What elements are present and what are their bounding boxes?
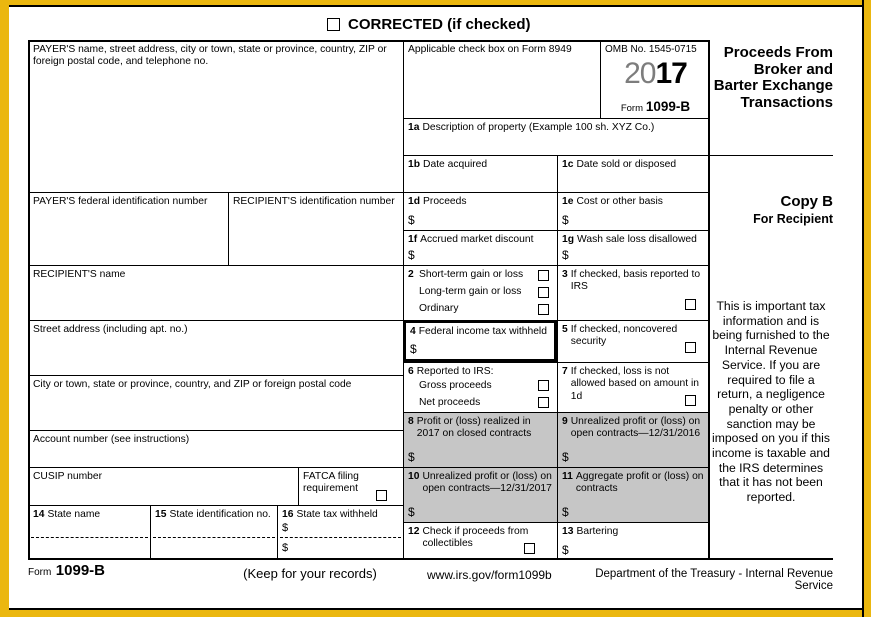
- payer-tin-label: PAYER'S federal identification number: [33, 196, 208, 207]
- footer-form-number: 1099-B: [55, 562, 105, 579]
- box10-label: Unrealized profit or (loss) on open contracts—12/31/2017: [422, 471, 552, 495]
- fatca-label: FATCA filing requirement: [303, 471, 359, 495]
- box12-collectibles: [403, 522, 557, 560]
- form8949-checkbox-box[interactable]: [403, 40, 600, 118]
- omb-number: OMB No. 1545-0715: [605, 44, 697, 55]
- rule-under-right-title: [710, 155, 833, 156]
- box10-unrealized-2017[interactable]: [403, 467, 557, 522]
- box8-profit-closed-contracts[interactable]: [403, 412, 557, 467]
- year-suffix: 17: [655, 57, 687, 90]
- box3-number: 3: [562, 269, 568, 280]
- box6-number: 6: [408, 366, 414, 377]
- cusip-number-box[interactable]: [28, 467, 298, 505]
- box9-number: 9: [562, 416, 568, 427]
- box5-noncovered-security: [557, 320, 710, 362]
- payer-info-label: PAYER'S name, street address, city or town, state or province, country, ZIP or foreign postal code, and telephone no.: [33, 44, 387, 68]
- box10-number: 10: [408, 471, 420, 482]
- net-proceeds-checkbox[interactable]: [538, 397, 549, 408]
- box2-gain-type: [403, 265, 557, 320]
- box1f-dollar: $: [408, 247, 415, 262]
- box1d-proceeds[interactable]: [403, 192, 557, 230]
- box1f-accrued-discount[interactable]: [403, 230, 557, 265]
- box1g-label: Wash sale loss disallowed: [577, 234, 697, 245]
- street-address-label: Street address (including apt. no.): [33, 324, 188, 335]
- box7-number: 7: [562, 366, 568, 377]
- street-address-box[interactable]: [28, 320, 403, 375]
- box14-entry-divider: [31, 537, 148, 538]
- recipient-name-box[interactable]: [28, 265, 403, 320]
- frame-left: [0, 0, 9, 617]
- box1c-number: 1c: [562, 159, 574, 170]
- footer-keep-note: (Keep for your records): [243, 566, 377, 581]
- box1a-label: Description of property (Example 100 sh. XYZ Co.): [422, 122, 655, 133]
- box13-bartering[interactable]: [557, 522, 710, 560]
- box1f-number: 1f: [408, 234, 418, 245]
- box11-number: 11: [562, 471, 573, 482]
- form-title-line-3: Barter Exchange: [713, 77, 833, 94]
- recipient-tin-label: RECIPIENT'S identification number: [233, 196, 395, 207]
- form-word: Form: [620, 102, 643, 114]
- box1a-description[interactable]: [403, 118, 710, 155]
- copy-designation: Copy B: [780, 193, 833, 210]
- collectibles-checkbox[interactable]: [524, 543, 535, 554]
- box6-reported-to-irs: [403, 362, 557, 412]
- box14-label: State name: [47, 509, 101, 520]
- box9-dollar: $: [562, 449, 569, 464]
- box15-label: State identification no.: [169, 509, 271, 520]
- footer-irs-url: www.irs.gov/form1099b: [427, 568, 552, 582]
- box16-entry-divider: [280, 537, 401, 538]
- box11-aggregate-profit[interactable]: [557, 467, 710, 522]
- omb-year-box: [600, 40, 710, 118]
- box6-option-gross: Gross proceeds: [419, 380, 492, 391]
- loss-not-allowed-checkbox[interactable]: [685, 395, 696, 406]
- box16-number: 16: [282, 509, 294, 520]
- footer-treasury: Department of the Treasury - Internal Revenue Service: [595, 568, 833, 592]
- box1b-label: Date acquired: [423, 159, 488, 170]
- box1g-number: 1g: [562, 234, 575, 245]
- box13-label: Bartering: [576, 526, 619, 537]
- frame-top: [0, 0, 871, 7]
- fatca-box: [298, 467, 403, 505]
- box16-label: State tax withheld: [296, 509, 378, 520]
- form-title: [710, 45, 833, 111]
- form-title-line-1: Proceeds From: [723, 44, 833, 61]
- box1d-label: Proceeds: [423, 196, 467, 207]
- short-term-checkbox[interactable]: [538, 270, 549, 281]
- box11-dollar: $: [562, 504, 569, 519]
- footer-form-id: [28, 562, 105, 580]
- form-title-line-4: Transactions: [740, 93, 833, 111]
- box16-state-tax[interactable]: [277, 505, 403, 560]
- box2-option-short-term: Short-term gain or loss: [419, 269, 524, 280]
- box1e-label: Cost or other basis: [576, 196, 663, 207]
- box2-option-long-term: Long-term gain or loss: [419, 286, 522, 297]
- box12-label: Check if proceeds from collectibles: [422, 526, 529, 550]
- account-number-box[interactable]: [28, 430, 403, 467]
- basis-reported-checkbox[interactable]: [685, 299, 696, 310]
- box4-label: Federal income tax withheld: [418, 326, 547, 337]
- box16-dollar-2: $: [282, 542, 289, 554]
- box1e-dollar: $: [562, 212, 569, 227]
- box3-basis-reported: [557, 265, 710, 320]
- box7-label: If checked, loss is not allowed based on amount in 1d: [570, 366, 699, 402]
- box1e-cost-basis[interactable]: [557, 192, 710, 230]
- form-number: 1099-B: [645, 98, 691, 114]
- box11-label: Aggregate profit or (loss) on contracts: [575, 471, 704, 495]
- box15-number: 15: [155, 509, 167, 520]
- box15-state-id[interactable]: [150, 505, 277, 560]
- corrected-checkbox[interactable]: [327, 18, 340, 31]
- rule-bottom-right: [710, 558, 833, 560]
- tax-year: [605, 59, 706, 89]
- box1g-dollar: $: [562, 247, 569, 262]
- frame-bottom: [0, 608, 871, 617]
- recipient-notice: This is important tax information and is being furnished to the Internal Revenue Service. If you are required to file a return, a negligence penalty or other sanction may be imposed on you if this income is taxable and the IRS determines that it has not been reported.: [712, 299, 830, 505]
- box1d-dollar: $: [408, 212, 415, 227]
- box1b-number: 1b: [408, 159, 421, 170]
- city-state-zip-label: City or town, state or province, country, and ZIP or foreign postal code: [33, 379, 352, 390]
- box7-loss-not-allowed: [557, 362, 710, 412]
- recipient-name-label: RECIPIENT'S name: [33, 269, 126, 280]
- box4-dollar: $: [410, 341, 417, 356]
- box1c-label: Date sold or disposed: [576, 159, 677, 170]
- box9-unrealized-2016[interactable]: [557, 412, 710, 467]
- box13-dollar: $: [562, 542, 569, 557]
- box1f-label: Accrued market discount: [420, 234, 534, 245]
- fatca-checkbox[interactable]: [376, 490, 387, 501]
- box16-dollar-1: $: [282, 522, 289, 534]
- box9-label: Unrealized profit or (loss) on open contracts—12/31/2016: [570, 416, 701, 440]
- recipient-tin-box[interactable]: [228, 192, 403, 265]
- copy-recipient: For Recipient: [753, 212, 833, 226]
- year-prefix: 20: [624, 57, 656, 90]
- payer-tin-box[interactable]: [28, 192, 228, 265]
- box6-label: Reported to IRS:: [416, 366, 494, 377]
- box1d-number: 1d: [408, 196, 421, 207]
- box1b-date-acquired[interactable]: [403, 155, 557, 192]
- form-id: [601, 99, 710, 115]
- payer-info-box[interactable]: [28, 40, 403, 192]
- box2-number: 2: [408, 269, 414, 280]
- cusip-number-label: CUSIP number: [33, 471, 103, 482]
- account-number-label: Account number (see instructions): [33, 434, 190, 445]
- form-title-line-2: Broker and: [753, 60, 833, 78]
- corrected-label: CORRECTED (if checked): [348, 16, 531, 33]
- box4-number: 4: [410, 326, 416, 337]
- long-term-checkbox[interactable]: [538, 287, 549, 298]
- box1g-wash-sale[interactable]: [557, 230, 710, 265]
- box1e-number: 1e: [562, 196, 574, 207]
- box14-number: 14: [33, 509, 45, 520]
- box6-option-net: Net proceeds: [419, 397, 481, 408]
- box1a-number: 1a: [408, 122, 420, 133]
- noncovered-security-checkbox[interactable]: [685, 342, 696, 353]
- box5-label: If checked, noncovered security: [570, 324, 678, 348]
- box14-state-name[interactable]: [28, 505, 150, 560]
- box12-number: 12: [408, 526, 420, 537]
- box15-entry-divider: [153, 537, 275, 538]
- box2-option-ordinary: Ordinary: [419, 303, 459, 314]
- form8949-label: Applicable check box on Form 8949: [408, 44, 572, 55]
- gross-proceeds-checkbox[interactable]: [538, 380, 549, 391]
- box4-federal-tax-withheld[interactable]: [403, 320, 557, 362]
- box13-number: 13: [562, 526, 574, 537]
- box10-dollar: $: [408, 504, 415, 519]
- box1c-date-sold[interactable]: [557, 155, 710, 192]
- box8-dollar: $: [408, 449, 415, 464]
- box8-label: Profit or (loss) realized in 2017 on closed contracts: [416, 416, 532, 440]
- city-state-zip-box[interactable]: [28, 375, 403, 430]
- footer-form-word: Form: [28, 567, 52, 578]
- box5-number: 5: [562, 324, 568, 335]
- frame-right: [862, 0, 871, 617]
- box8-number: 8: [408, 416, 414, 427]
- box3-label: If checked, basis reported to IRS: [570, 269, 701, 293]
- ordinary-checkbox[interactable]: [538, 304, 549, 315]
